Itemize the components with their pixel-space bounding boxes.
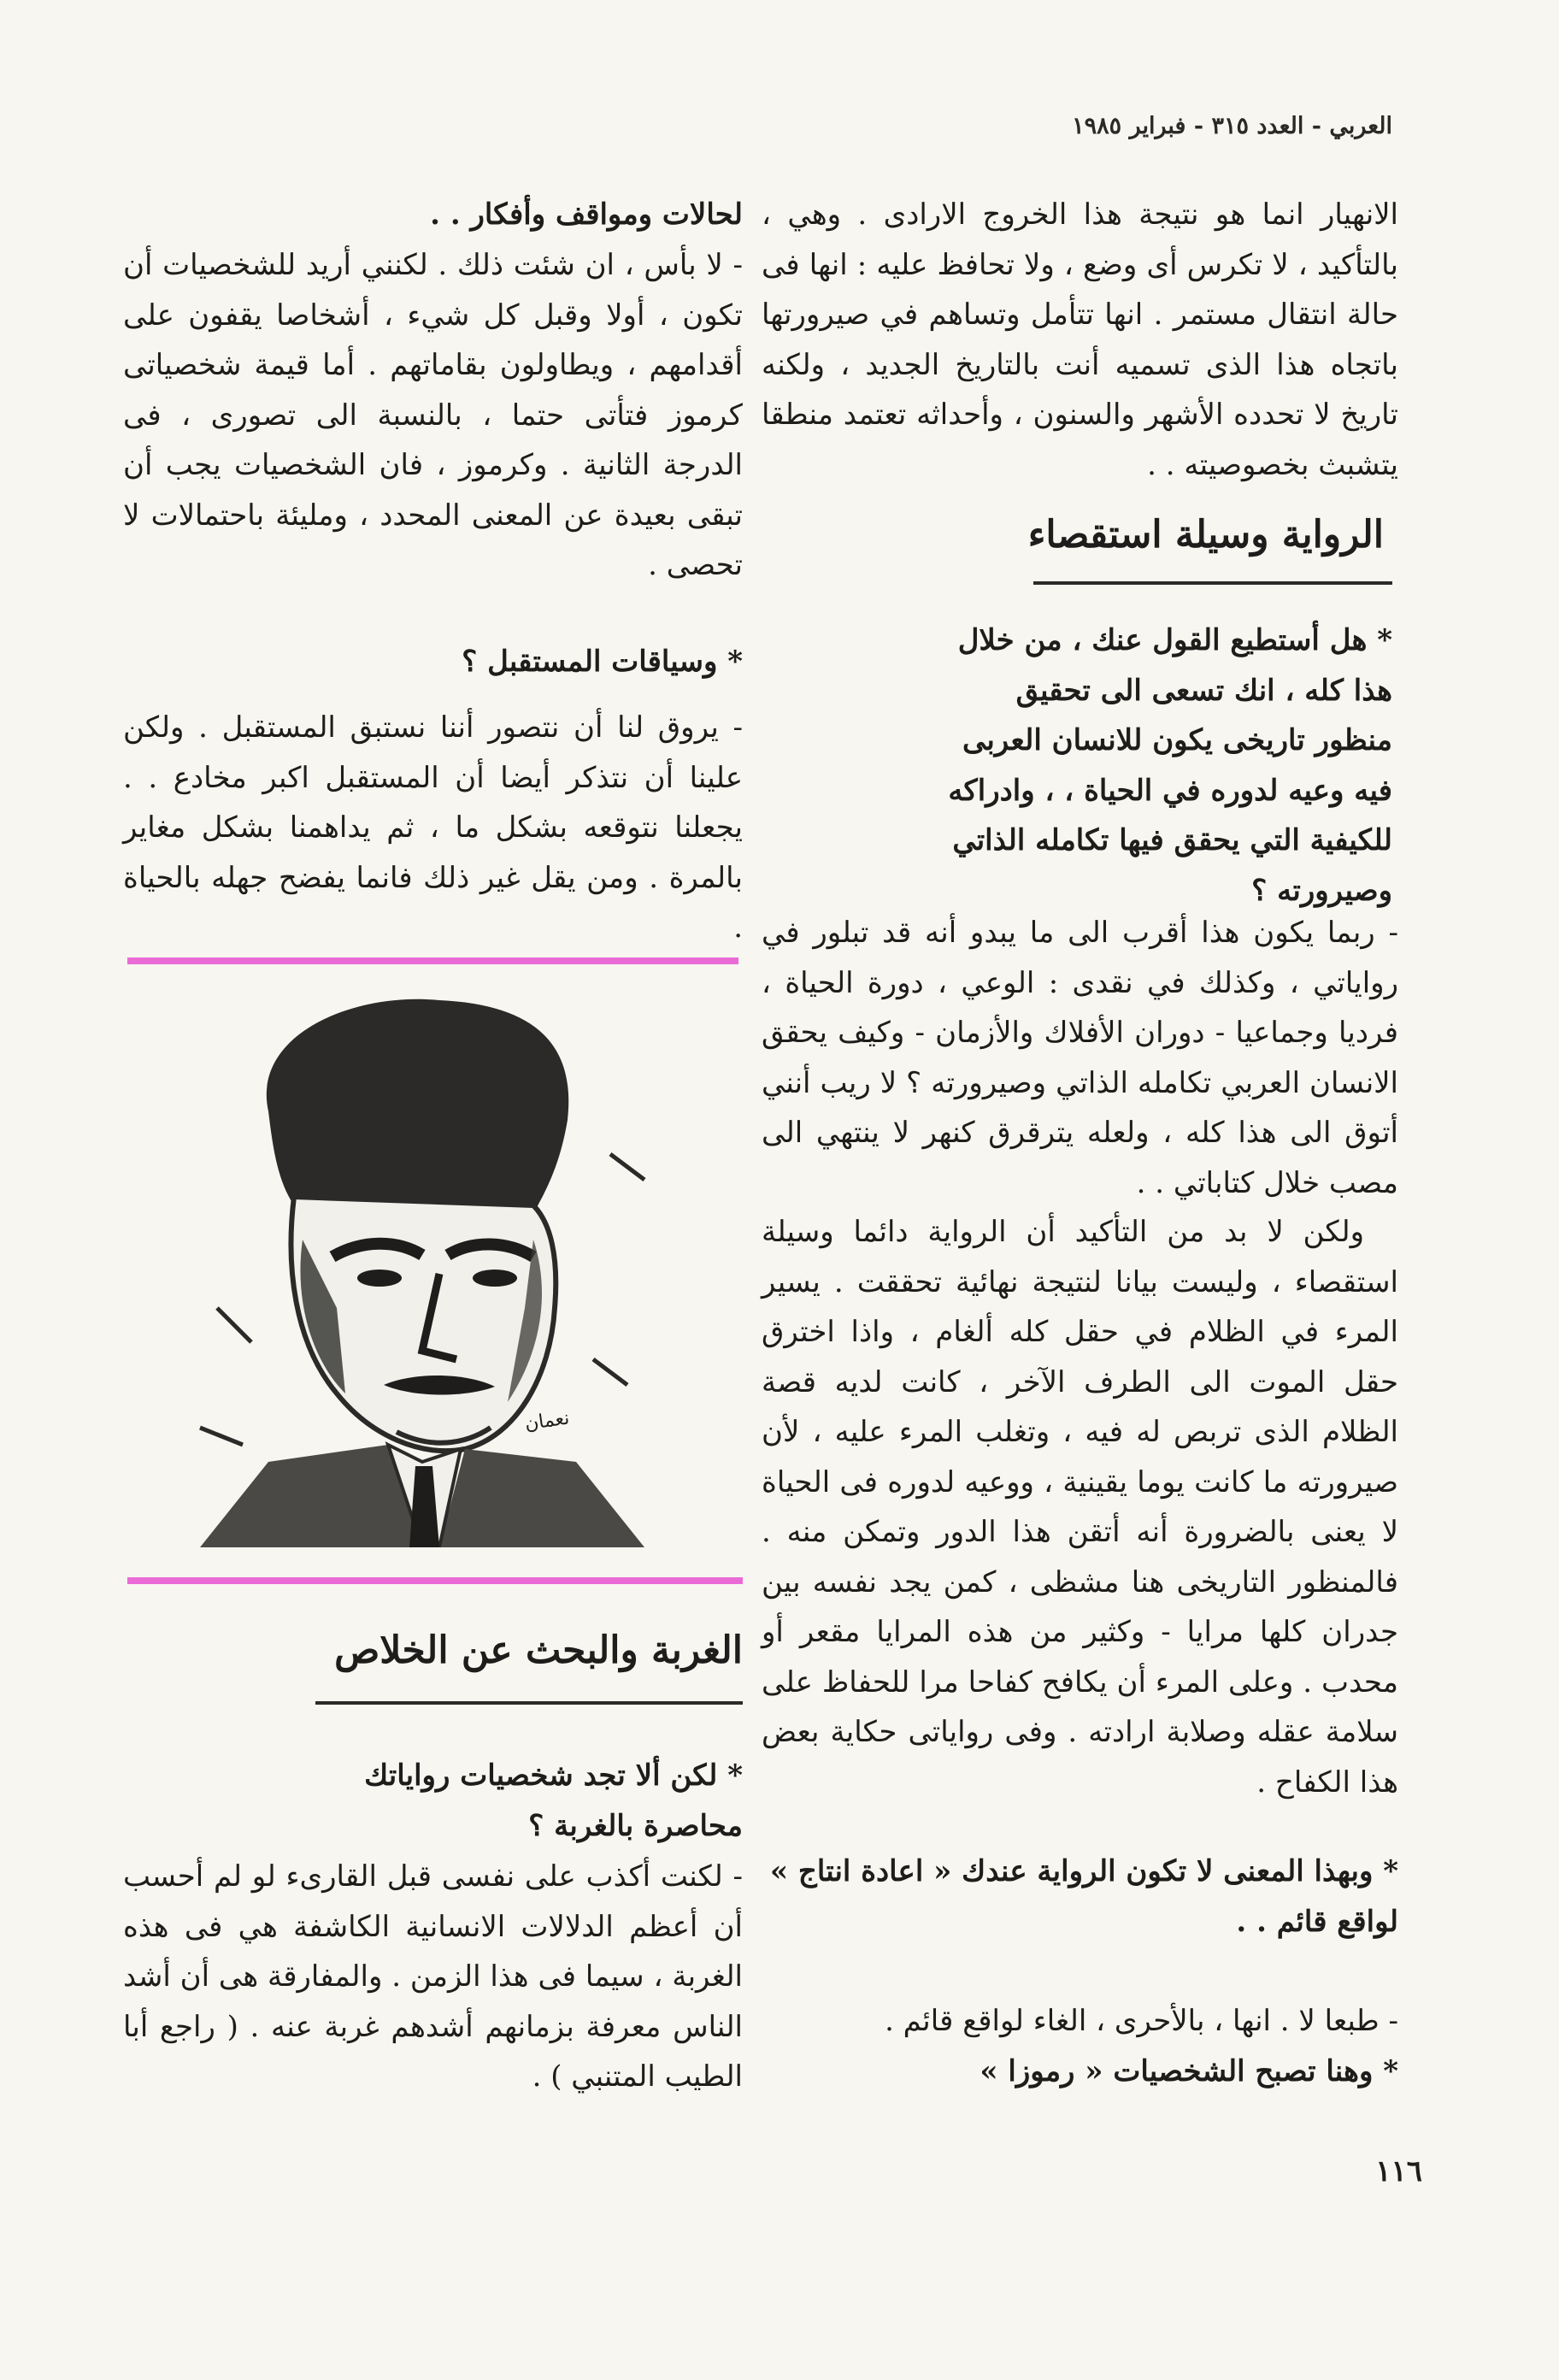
question-continuation: لحالات ومواقف وأفكار . .	[430, 197, 743, 232]
section-title-underline-2	[315, 1701, 743, 1705]
portrait-sketch-icon	[166, 983, 679, 1547]
section-title-novel-investigation: الرواية وسيلة استقصاء	[1027, 513, 1384, 557]
question-reproduction: * وبهذا المعنى لا تكون الرواية عندك « اعادة انتاج » لواقع قائم . .	[769, 1854, 1398, 1939]
answer-reproduction: - طبعا لا . انها ، بالأحرى ، الغاء لواقع قائم .	[885, 2004, 1398, 2038]
answer-characters: - لا بأس ، ان شئت ذلك . لكنني أريد للشخصيات أن تكون ، أولا وقبل كل شيء ، أشخاصا يقفون على أقدامهم ، ويطاولون بقاماتهم . أما قيمة شخصياتى كرموز فتأتى حتما ، بالنسبة الى تصورى ، فى الدرجة الثانية . وكرموز ، فان الشخصيات يجب أن تبقى بعيدة عن المعنى المحدد ، ومليئة باحتمالات لا تحصى .	[123, 248, 743, 582]
answer-alienation: - لكنت أكذب على نفسى قبل القارىء لو لم أحسب أن أعظم الدلالات الانسانية الكاشفة هي فى هذه الغربة ، سيما فى هذا الزمن . والمفارقة هى أن أشد الناس معرفة بزمانهم أشدهم غربة عنه . ( راجع أبا الطيب المتنبي ) .	[123, 1859, 743, 2094]
section-title-underline	[1033, 581, 1392, 585]
page-number: ١١٦	[1375, 2154, 1422, 2189]
answer-paragraph-1: - ربما يكون هذا أقرب الى ما يبدو أنه قد تبلور في رواياتي ، وكذلك في نقدى : الوعي ، دورة الحياة ، فرديا وجماعيا - دوران الأفلاك والأزمان - وكيف يحقق الانسان العربي تكامله الذاتي وصيرورته ؟ لا ريب أنني أتوق الى هذا كله ، ولعله يترقرق كنهر لا ينتهي الى مصب خلال كتاباتي . .	[762, 916, 1398, 1200]
answer-paragraph-2: ولكن لا بد من التأكيد أن الرواية دائما وسيلة استقصاء ، وليست بيانا لنتيجة نهائية تحققت . يسير المرء في الظلام في حقل كله ألغام ، واذا اخترق حقل الموت الى الطرف الآخر ، كانت لديه قصة الظلام الذى تربص له فيه ، وتغلب المرء عليه ، لأن صيرورته ما كانت يوما يقينية ، ووعيه لدوره فى الحياة لا يعنى بالضرورة أنه أتقن هذا الدور وتمكن منه . فالمنظور التاريخى هنا مشظى ، كمن يجد نفسه بين جدران كلها مرايا - وكثير من هذه المرايا مقعر أو محدب . وعلى المرء أن يكافح كفاحا مرا للحفاظ على سلامة عقله وصلابة ارادته . وفى رواياتى حكاية بعض هذا الكفاح .	[762, 1215, 1399, 1800]
question-historical-perspective: * هل أستطيع القول عنك ، من خلال هذا كله ، انك تسعى الى تحقيق منظور تاريخى يكون للانسان العربى فيه وعيه لدوره في الحياة ، ، وادراكه للكيفية التي يحقق فيها تكامله الذاتي وصيرورته ؟	[948, 623, 1392, 908]
answer-future: - يروق لنا أن نتصور أننا نستبق المستقبل . ولكن علينا أن نتذكر أيضا أن المستقبل اكبر مخادع . . يجعلنا نتوقعه بشكل ما ، ثم يداهمنا بشكل مغاير بالمرة . ومن يقل غير ذلك فانما يفضح جهله بالحياة .	[123, 710, 743, 945]
question-future: * وسياقات المستقبل ؟	[462, 645, 743, 679]
question-symbols: * وهنا تصبح الشخصيات « رموزا »	[980, 2054, 1398, 2088]
pink-divider-top	[127, 957, 738, 964]
intro-paragraph: الانهيار انما هو نتيجة هذا الخروج الارادى . وهي ، بالتأكيد ، لا تكرس أى وضع ، ولا تحافظ عليه : انها فى حالة انتقال مستمر . انها تتأمل وتساهم في صيرورتها باتجاه هذا الذى تسميه أنت بالتاريخ الجديد ، ولكنه تاريخ لا تحدده الأشهر والسنون ، وأحداثه تعتمد منطقا يتشبث بخصوصيته . .	[762, 197, 1398, 482]
section-title-alienation: الغربة والبحث عن الخلاص	[334, 1629, 743, 1672]
running-header: العربي - العدد ٣١٥ - فبراير ١٩٨٥	[1072, 113, 1392, 139]
pink-divider-bottom	[127, 1577, 743, 1584]
question-alienation: * لكن ألا تجد شخصيات رواياتك محاصرة بالغربة ؟	[364, 1758, 743, 1843]
portrait-signature: نعمان	[523, 1407, 571, 1435]
author-portrait	[166, 983, 679, 1547]
